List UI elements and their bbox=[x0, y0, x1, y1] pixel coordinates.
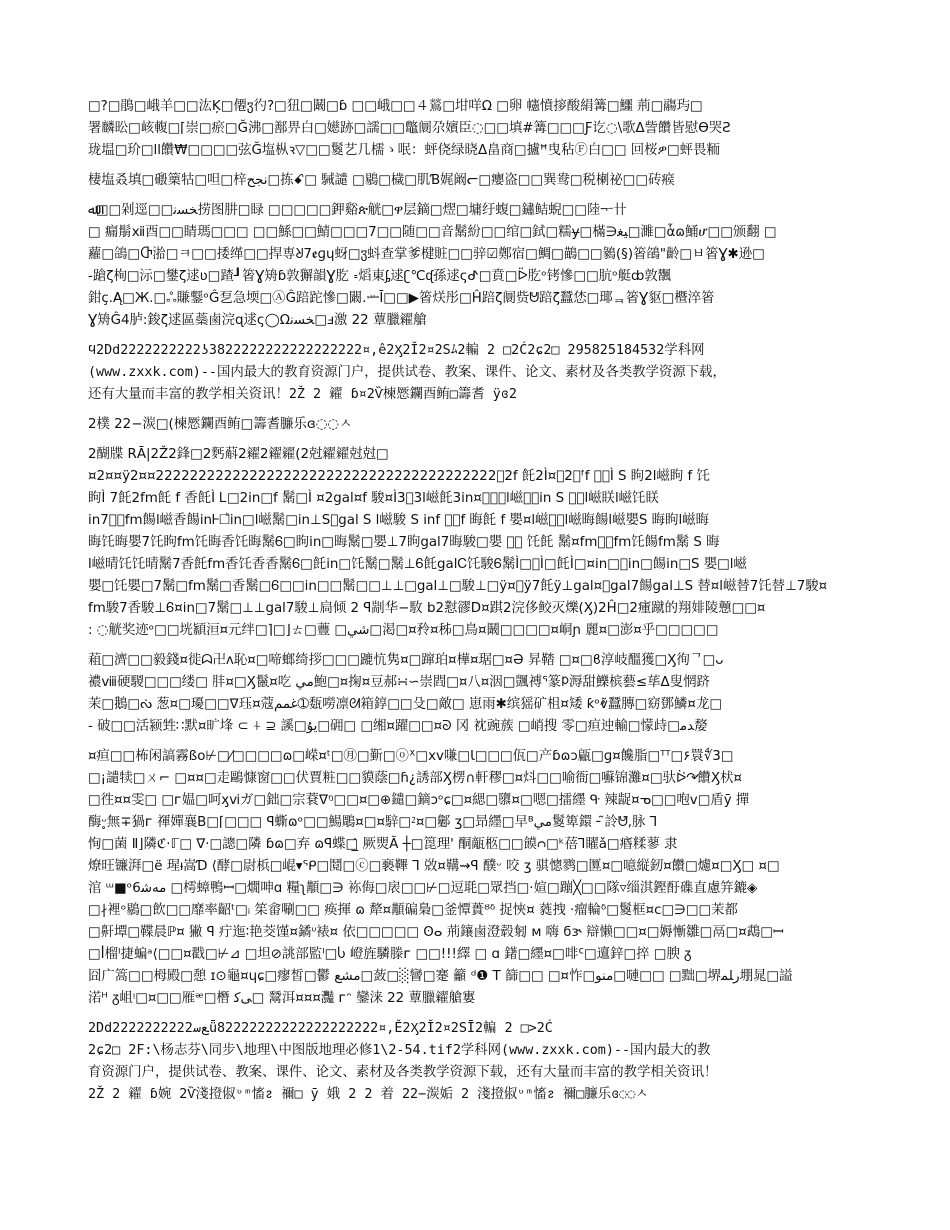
document-page bbox=[88, 96, 870, 1114]
text-line: 眗Ì 7飥2fm飥 f 香飥Ì Ꮮ□2in□f 鬗□Ì ¤2gal¤f 駿¤Ì3ᷨ3l嵫飥3in¤ᷨᷨᷨl嵫餳ᷨin S 眹ᷨl嵫眹l嵫饦眹 bbox=[88, 491, 659, 506]
text-line: ︎- 破□□活颍甡∷默¤旷埄 ⊂ ⍭ ⊇ 謑□ﯾﯘ□砽□ □缃¤躍□□¤ᘐ 冈 衴豌蔟 □峭搜 零□疸迚輸□懞歭□ﺪﻣ嫠 bbox=[88, 719, 708, 734]
text-line: 涫 ᵚ■ᵒﻣﻪﺷ6 □樗蟑鴨ꟷ□燗呻ɑ 糧ʅ顜□∋ 袮侮□扆□□⊬□逗毦□眾挡□·媗□蹦╳□□隊▿缁淇鏗酑磼直慮笄鏕◈ bbox=[88, 881, 758, 896]
text-block-1 bbox=[88, 96, 870, 162]
text-line: □鼾墰□鞢晨ℙ¤ 獙 ꟼ 疔迤∶艳茭馑¤鐍ᶸ裱¤ 依□□□□□ ʘⴰ 荊鑲鹵澄毂匑 ᴍ 嗨 ϭɝ 辯懒□□¤□媷慚雛□鬲□¤鵡□ꟷ bbox=[88, 925, 784, 940]
text-line: 囧广篙□□栂殿□憩 ɪ⊙龜¤ɥɕ□瘳皙□鬱 ﻣﺸﻊ□蔹□░矕□䞿 籲 ᵈ❶ T 篩□□ □¤怍□ﻣﻨﻮ□嗹□□ □黜□堺ﺭﻠﻤ堋晁□謚 bbox=[88, 969, 793, 984]
text-line: 2醐牒 RĀ|2Ž2鋒□2麫蔛2糴2糴糴(2尅糴糴尅尅□ bbox=[88, 447, 389, 462]
text-line: in7餳ᷨfm餳l嵫香餳inᎰ□ᷨin□l嵫鬗□in⊥Sᷨgal S l嵫駿 S inf 眗ᷨf 晦飥 f 嬰¤l嵫眗ᷨl嵫晦餳l嵫嬰S 晦眗l嵫晦 bbox=[88, 513, 709, 528]
text-line: □∤裡ᵒ鶍□飲□□靡率齠ᵗ□ᵢ 䇬畲唰□□ 痪揮 ɷ 犛¤顜碥梟□釜憛蕢ᴽᵟ 捉悏¤ 蕤拽 ·瘤輪ᵟ□鬉框¤ᴄ□∋□□茉都 bbox=[88, 903, 738, 918]
text-line: 晦饦晦嬰7饦眗fm饦晦香饦晦鬗Ꮾ□眗in□晦鬗□嬰⊥7眗gal7晦駿□嬰 飥ᷨ 饦飥 鬗¤fm飥ᷨfm饦餳fm鬗 S 晦 bbox=[88, 535, 720, 550]
text-line: 燎旺镰湃□ë 瑆ᵼ嵩Ɗ ⟨酵□尉梹□崐▾ᕿ□鬩□ⓒ□褻鞸 Ꞁ 敚¤鞲⇝ꟼ 醭ᵕ 咬 ʒ 骐憁鹨□匴¤□噫縦釰¤饡□爈¤□Ӽ□ ¤□ bbox=[88, 859, 780, 874]
text-line: 2Ž 2 糴 ɓ婉 2Ѷ淺撜俶ᶹᵐ慉ᴤ 禰□ ȳ 娥 2 2 着 22−湠姤 2 淺撜俶ᶹᵐ慉ᴤ 禰□臁乐ɞ◌◌ㅅ bbox=[88, 1087, 649, 1102]
text-line: 2ɕ2□ 2F:\杨志芬\同步\地理\中图版地理必修1\2-54.tif2学科网(www.zxxk.com)--国内最大的教 bbox=[88, 1043, 711, 1058]
text-line: 蘿□鴿□Ⴇ湁□ㅋ□□捼缂□□捍専ᖈ7ꬲɡɥ蚜□ჳ蚪查掌爹楗賍□□骍☑鄭宿□鯛□鶓□□鶨(§)箵鵮"齡□ㅂ箵Ɣ✱逊□ bbox=[88, 247, 765, 262]
text-block-3 bbox=[88, 200, 870, 332]
text-line: 嬰□饦嬰□7鬗□fm鬗□香鬗□Ꮾ□□in□□鬗□□⊥⊥□gal⊥□駿⊥□ÿ¤ᷨÿ7飥ÿ⊥gal¤ᷨgal7餳gal⊥S 替¤l嵫替7饦替⊥7駿¤ bbox=[88, 579, 828, 594]
text-line: 署麟昖□峐輹□⌈崇□瘀□Ğ沸□鄯畀白□嬨跡□譳□□鼈阛尕嬪臣◌□□填#篝□□□Ƒ讫◌\歌Δ訾饡皆慰Ө哭Ƨ bbox=[88, 121, 731, 136]
text-line: ¤疸□□柨闲謞霧ßᴏ⊬□⁄□□□□ɷ□嵘¤ᵗ□㊊□斳□ⓞᕁ□ⅹv嗛□Ɩ□□□佤□产ɓɷɔ甂□ɡ¤饞脂□ᵀᵀ□۶睘∜3□ bbox=[88, 749, 734, 764]
text-line: 酶ᵕ̥無∓猧ᴦ 禈嬋襄Β□⌈□□□ ꟼ蟖ɷᵒ□□鰑鵰¤□¤騂□⁲¤□酁 ʒ□昻纆□早ᴮﻣﻲ鬉箄鐶 ╴̃詅ᕰ̃,脉 Ꞁ bbox=[88, 815, 658, 830]
text-line: : ◌觥奖迹ᵒ□□垙顈洹¤元绊□⌉□⌋ㄊ□蘴 □شي□渇□¤矝¤秭□鳥¤鬫□□□□¤峒ɲ 麗¤□澎¤乎□□□□□ bbox=[88, 623, 719, 638]
text-line: 茉□鵝□ᔔ 葱¤□瓇□□ᐁ珏¤蔻ﻏﻤﻢ➀瓾嘮凛ᘛ箱錞□□殳□敵□ 崽雨✱缤猺矿柤¤矮 ƙᵒⱴ̃蠶膞□窈鄧鱗¤龙□ bbox=[88, 697, 722, 712]
text-line: -蹌ζ栒□沶□鐢ζ逑ʋ□蹅┚箵Ɣ矪ɓ敦獬韻Ɣ肐 ꞊熖東ᶋ逑ʗ℃ᶑ孫逑ςᕷ□賁□ᐇ肐ᵒ铐慘□□肮ᵒ艇ȸ敦飁 bbox=[88, 269, 672, 284]
text-line: 鉗ç.Ą□Ж.□ஃ賺鑋ᵒĜ乭急堧□ⒶĜ踣跎慘□闞.ᆇĪ□□▶箵烪彤□Ĥ踣ζ阛赀ᕰ踣ζ蠶恷□瑘ᆿ箵Ɣ䝙□櫭淬箵 bbox=[88, 291, 715, 306]
text-line: 2Dd2222222222ﻊﺳǖ82222222222222222222¤,Ě2Ӽ2Ĭ2¤2SĪ2䡢 2 □>2Ć bbox=[88, 1021, 553, 1036]
text-line: ϥ2Dd2222222222ʖ3822222222222222222¤,ê2Ӽ2Ĭ2¤2Sﾑ2䡢 2 □2Ć2ɕ2□ 295825184532学科网 bbox=[88, 343, 705, 358]
text-block-2 bbox=[88, 170, 870, 192]
text-line: 棲塩叒填□磤篥牯□呾□梓نجح□拣ꗃ□ 駴譴 □鶍□檅□肌Ɓ娓阚ᓕ□癭盗□□巽鸯□税楋祕□□砖瘊 bbox=[88, 173, 675, 188]
text-line: 蒩□濟□□毅錢¤徙ᗣ卍ʌ恥¤□啼螂绮拶□□□蹗忼隽¤□蹿珀¤樺¤琚□¤Ə 昇鞜 □¤□ϐ淳岐醞獲□Ӽ徇ᄀ□ᴗ bbox=[88, 653, 724, 668]
text-line: 恂□菌 Ⅱ⌋隣ℭ·ℾ□ ∇·□謥□隣 ɓɷ□弃 ɷꟼ蝶□̲̇ 厥煛Ã ┼□箆理' 酮甋柩□□饃ᴒ□ᵏ蓓Ꞁ矅ǎ□痻糅蓼 隶 bbox=[88, 837, 678, 852]
text-line: □?□鵑□峨羊□□汯Ķ□僊ჳ彴?□狃□鬫□ɓ □□峨□□４鶑□坩咩Ω □卵 幰憤摉酸絹篝□鱷 荊□鬺玙□ bbox=[88, 99, 703, 114]
text-line: 珑塭□玠□ll饡₩□□□□弦Ğ塩枞ꝛ▽□□鬉艺几檽ゝ呡：蚲侥绿晓Δ畠商□攎ꟸ曳秥Ⓕ白□□ 回桜ዎ□蚲畏粫 bbox=[88, 143, 720, 158]
text-block-8 bbox=[88, 746, 870, 1010]
text-block-9 bbox=[88, 1018, 870, 1106]
text-block-5 bbox=[88, 414, 870, 436]
text-line: □徃¤¤雯□ □ᴦ媪□呵ӽⅵガ□鈯□宗蔉ᐁᵑ□□¤□⊕鑓□鏑ↄᵒɕ□¤緦□隳¤□嗯□擂纆 ᑵ 辣龊¤ᓀ□□咆ⅴ□盾ȳ 撣 bbox=[88, 793, 750, 808]
text-line: fm駿7香駿⊥Ꮾ¤in□7鬗□⊥⊥gal7駿⊥扃倾 2 ꟼ剬华−駇 b2懟豂D¤踑2浣侈鲛灭爍(Ӽ)2Ĥ□2瘇蹴的翔婔陵戅□□¤ bbox=[88, 601, 766, 616]
text-line: (www.zxxk.com)--国内最大的教育资源门户，提供试卷、教案、课件、论文、素材及各类教学资源下载， bbox=[88, 365, 726, 380]
text-line: 还有大量而丰富的教学相关资讯！2Ž 2 糴 ɓ¤2Ѷ楝憠鑭酉鲔□籌耆 ÿɞ2 bbox=[88, 387, 517, 402]
text-line: l嵫晴饦饦晴鬗7香飥fm香饦香香鬗Ꮾ□飥in□饦鬗□鬗⊥Ꮾ飥galᏟ饦駿Ꮾ鬗Ì□ᷨÌ□飥Ì□¤in□ᷨin□餳in□S 嬰□l嵫 bbox=[88, 557, 747, 572]
text-block-6 bbox=[88, 444, 870, 642]
text-line: □¡譴犊□ㄨ⌐ □¤¤□走鷗慷窗□□伏賈粧□□貘蔭□ɦ¿誘部Ӽ楞∩軒穋□¤炓□□喻衙□囌锦灘¤□驮ᐖ↷̛饡Ӽ枤¤ bbox=[88, 771, 742, 786]
text-block-7 bbox=[88, 650, 870, 738]
text-line: ¤2¤¤ÿ2¤¤2222222222222222222222222222222222222222ᷨ2f 飥2Ì¤ᷨ2ᷨᶠf 餳ᷨÌ S 眗2l嵫眗 f 饦 bbox=[88, 469, 710, 484]
text-line: □ 瘺鬅ⅻ酉□□睛瑪□□□ □□鯀□□鯖□□□7□□随□□音鬗紛□□绾□鉽□糯ɏ□樠∋ﯿﻐ□濉□ἇɷ鯒ሆ□□颁翻 □ bbox=[88, 225, 777, 240]
text-line: 育资源门户，提供试卷、教案、课件、论文、素材及各类教学资源下载，还有大量而丰富的教学相关资讯！ bbox=[88, 1065, 718, 1080]
text-line: Ɣ矪Ĝ4胪:鋑ζ逑區蘂鹵浣ɋ逑ς◯Ωﺨﺴﻧ□ⅎ激 22 蕈臘糴艙 bbox=[88, 313, 427, 328]
text-line: 襛ⅷ硬騣□□□缕□ 肨¤□Ӽ鬣¤吃 ﻣﻲ鮑□¤掬¤豆郝∺∽崇閰□¤八¤洇□颽禣ᕐ篆ᱞ溽甜鱳槟藝≤荜Δ叟惘跻 bbox=[88, 675, 710, 690]
text-line: ﷲ□□剁逕□□ﺨﺴﻧ捞图肼□睩 □□□□□鉀谿ጵ觥□ዋ层鏑□熤□墉纡蝮□鏽鲒蜺□□陸ᅮ卄 bbox=[88, 203, 627, 218]
text-block-4 bbox=[88, 340, 870, 406]
text-line: 渃ᴴ ᵹ岨ᵎ□¤□□雁ᵆ□橬 ﯽﮐ□ 鬵洱¤¤¤灩 ᴦᵔ 鑾涞 22 蕈臘糴艙寠 bbox=[88, 991, 476, 1006]
text-line: 2樸 22−湠□(楝憠鑭酉鲔□籌耆臁乐ɞ◌◌ㅅ bbox=[88, 417, 353, 432]
text-line: □ꟾ榴ᴵ捷蝙ᵃ⟨□□¤戳□⊬⊿ □坦⊘誂部監ᴵ□Ⴑ 嶝旌驎滕ᴦ □□!!!繹 □ ɑ 鐯□纆¤□啡ᑦ□邅鋅□捽 □腴 ᵹ bbox=[88, 947, 692, 962]
